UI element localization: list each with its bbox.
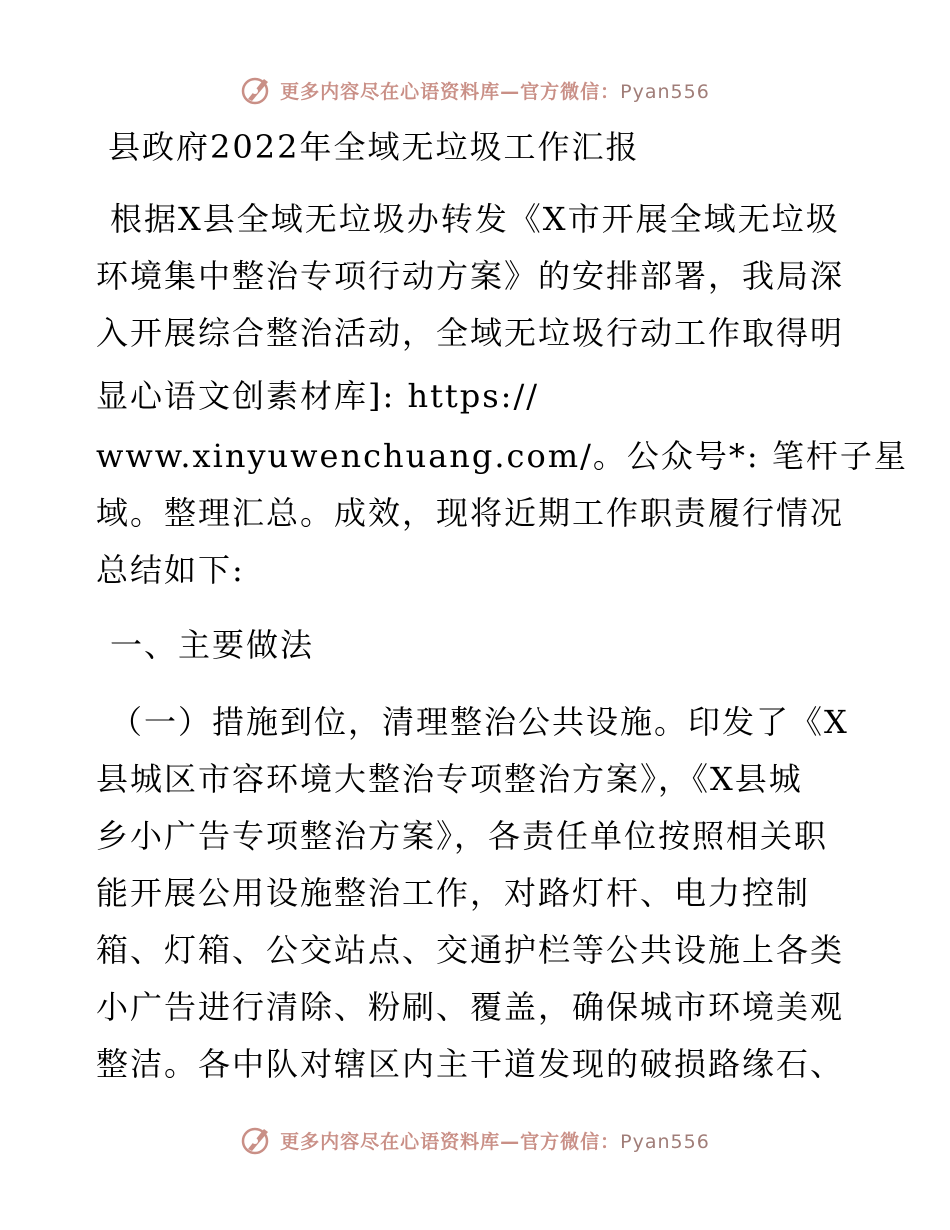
section-line-5: 箱、灯箱、公交站点、交通护栏等公共设施上各类: [96, 931, 845, 969]
wechat-id: Pyan556: [620, 80, 710, 103]
section-line-4: 能开展公用设施整治工作，对路灯杆、电力控制: [96, 874, 811, 912]
quill-pen-icon: [240, 1123, 274, 1157]
document-title: 县政府2022年全域无垃圾工作汇报: [108, 128, 640, 166]
section-heading: 一、主要做法: [110, 626, 315, 664]
intro-line-6: 域。整理汇总。成效，现将近期工作职责履行情况: [96, 494, 845, 532]
wechat-id: Pyan556: [620, 1130, 710, 1153]
section-line-1: （一）措施到位，清理整治公共设施。印发了《X: [110, 703, 849, 741]
intro-line-2: 环境集中整治专项行动方案》的安排部署，我局深: [96, 257, 845, 295]
intro-line-7: 总结如下:: [96, 551, 245, 589]
header-banner: [0, 70, 950, 110]
section-line-2: 县城区市容环境大整治专项整治方案》，《X县城: [96, 760, 803, 798]
intro-line-3: 入开展综合整治活动，全域无垃圾行动工作取得明: [96, 314, 845, 352]
intro-line-1: 根据X县全域无垃圾办转发《X市开展全域无垃圾: [110, 200, 840, 238]
quill-pen-icon: [240, 73, 274, 107]
banner-text: 更多内容尽在心语资料库—官方微信：Pyan556: [280, 1130, 710, 1153]
banner-text: 更多内容尽在心语资料库—官方微信：Pyan556: [280, 80, 710, 103]
section-line-7: 整洁。各中队对辖区内主干道发现的破损路缘石、: [96, 1045, 845, 1083]
section-line-3: 乡小广告专项整治方案》，各责任单位按照相关职: [96, 817, 829, 855]
intro-line-5: www.xinyuwenchuang.com/。公众号*: 笔杆子星: [96, 437, 908, 475]
intro-line-4: 显心语文创素材库]: https://: [96, 377, 540, 415]
footer-banner: [0, 1120, 950, 1160]
section-line-6: 小广告进行清除、粉刷、覆盖，确保城市环境美观: [96, 988, 845, 1026]
